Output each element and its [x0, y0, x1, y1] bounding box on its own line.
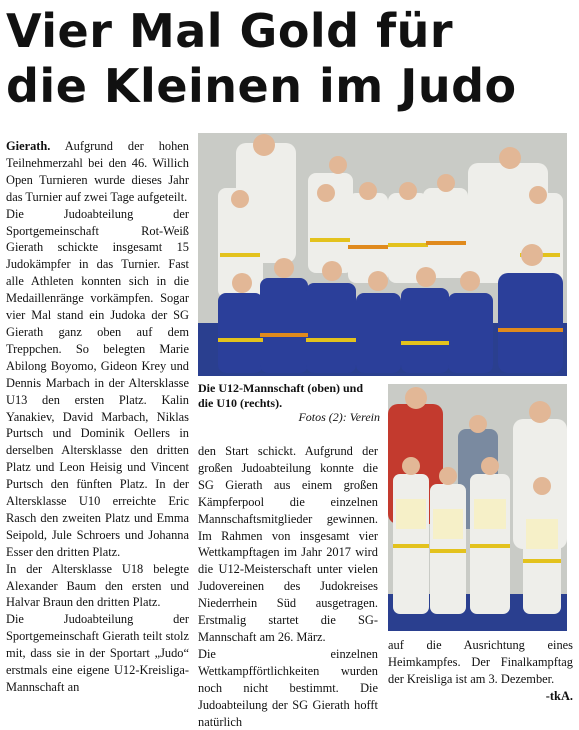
caption-title: Die U12-Mannschaft (oben) und die U10 (rechts).	[198, 381, 364, 410]
paragraph-7-text: auf die Ausrichtung eines Heimkampfes. Der Finalkampftag der Kreisliga ist am 3. Dezember.	[388, 638, 573, 686]
paragraph-2: Die Judoabteilung der Sportgemeinschaft Rot-Weiß Gierath schickte insgesamt 15 Judokämpfer in das Turnier. Fast alle Athleten konnten sich in die Medaillenränge vorkämpfen. Sogar vier Mal stand ein Judoka der SG Gierath ganz oben auf dem Treppchen. So belegten Marie Abilong Boyomo, Gideon Krey und Dennis Marbach in der Altersklasse U13 den ersten Platz. Kalin Yanakiev, David Marbach, Niklas Purtsch und Dominik Oellers in derselben Altersklasse den dritten Platz und Leon Heisig und Vincent Purtsch den fünften Platz. In der Altersklasse U10 erreichte Eric Rasch den zweiten Platz und Emma Seipold, Jule Schroers und Johanna Esser den dritten Platz.	[6, 206, 189, 559]
team-u10-photo-drawing	[388, 384, 567, 631]
article-column-2	[198, 443, 378, 730]
headline-line-2: die Kleinen im Judo	[6, 59, 517, 113]
team-u12-photo	[198, 133, 567, 376]
paragraph-5: den Start schickt. Aufgrund der großen Judoabteilung konnte die SG Gierath aus einem großen Kämpferpool die einzelnen Mannschaftsmitglieder gewinnen. Im Rahmen von insgesamt vier Wettkampftagen im Jahr 2017 wird die U12-Meisterschaft unter vielen Judovereinen des Judokreises Niederrhein Süd ausgetragen. Erstmalig startet die SG-Mannschaft am 26. März.	[198, 444, 378, 644]
photo-credit: Fotos (2): Verein	[298, 410, 380, 424]
dateline: Gierath.	[6, 139, 51, 153]
author-tag: -tkA.	[545, 688, 573, 703]
paragraph-3: In der Altersklasse U18 belegte Alexander Baum den ersten und Halvar Braun den dritten Platz.	[6, 561, 189, 610]
article-headline	[6, 4, 576, 114]
paragraph-4: Die Judoabteilung der Sportgemeinschaft Gierath teilt stolz mit, dass sie in der Sportart „Judo“ erstmals eine eigene U12-Kreisliga-Mannschaft an	[6, 612, 189, 694]
article-column-3	[388, 637, 573, 705]
team-u10-photo	[388, 384, 567, 631]
paragraph-6: Die einzelnen Wettkampfförtlichkeiten wurden noch nicht bestimmt. Die Judoabteilung der SG Gierath hofft natürlich	[198, 646, 378, 729]
paragraph-1-text: Aufgrund der hohen Teilnehmerzahl bei den 46. Willich Open Turnieren wurde dieses Jahr das Turnier auf zwei Tage aufgeteilt.	[6, 139, 189, 204]
article-column-1	[6, 138, 189, 696]
photo-caption	[198, 381, 380, 425]
team-u12-photo-drawing	[198, 133, 567, 376]
headline-line-1: Vier Mal Gold für	[6, 4, 454, 58]
paragraph-7	[388, 637, 573, 703]
paragraph-1	[6, 138, 189, 206]
